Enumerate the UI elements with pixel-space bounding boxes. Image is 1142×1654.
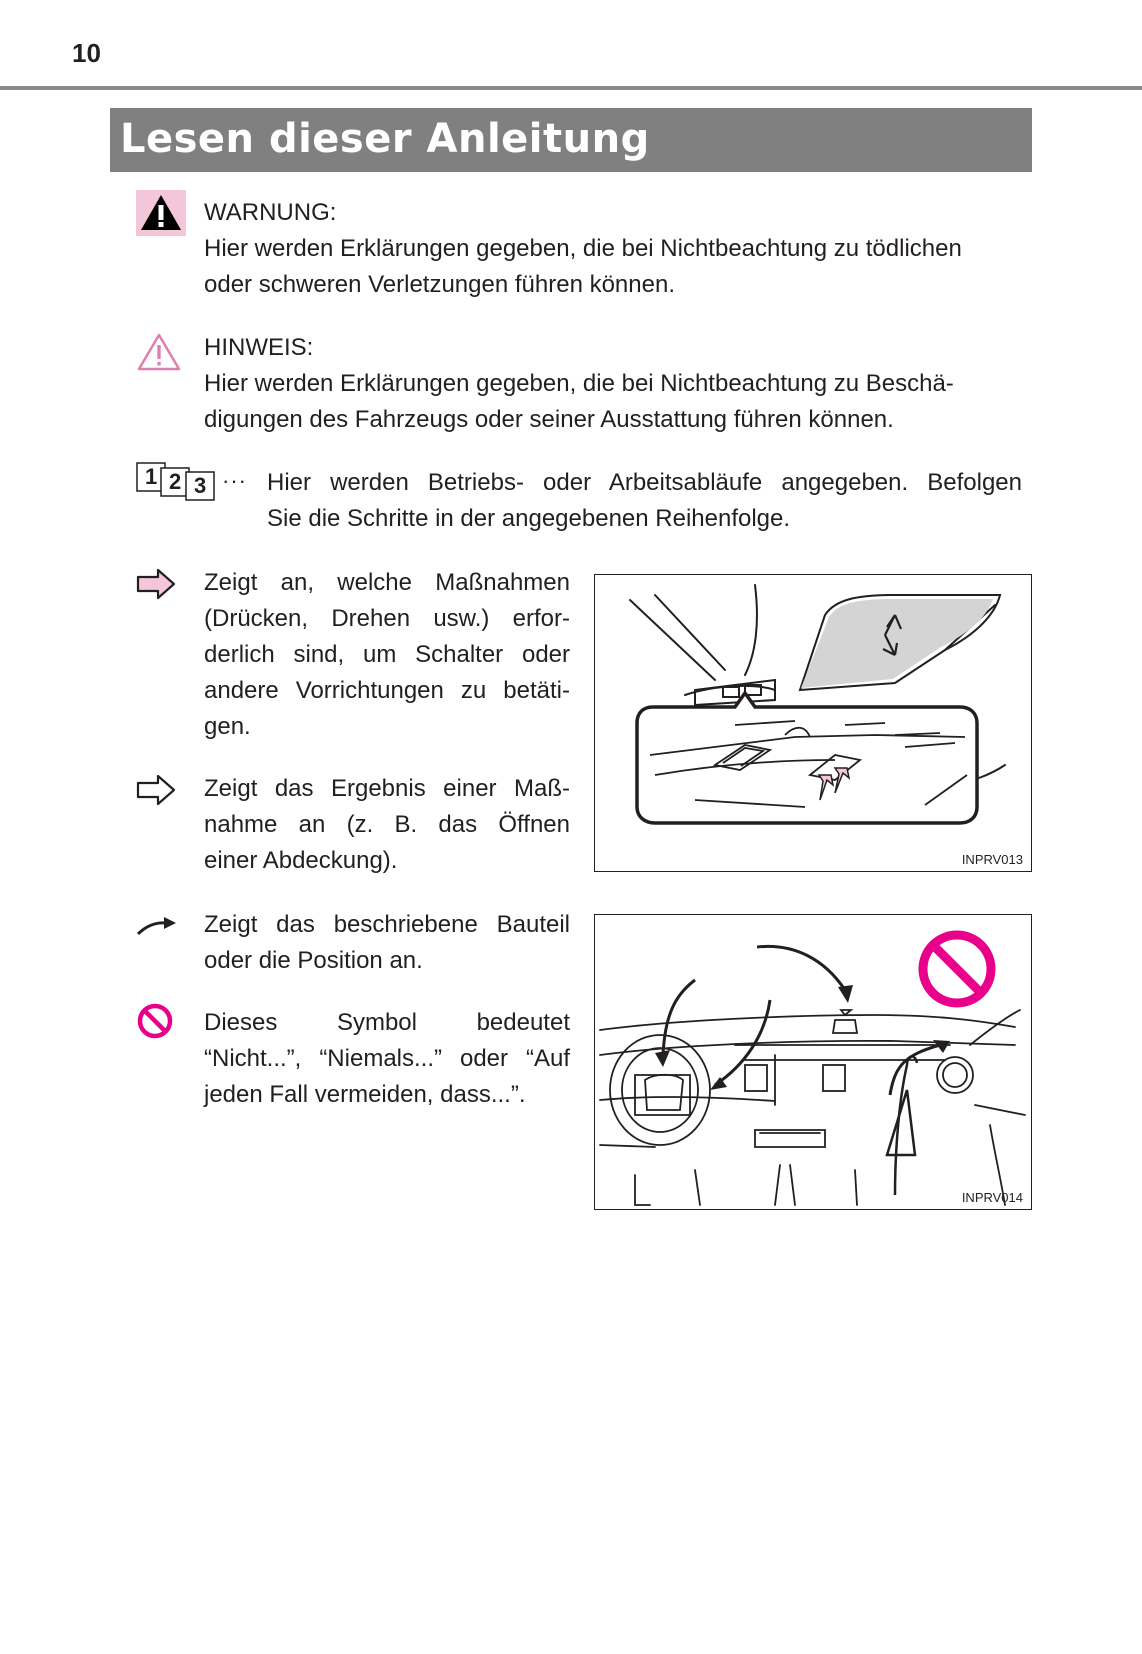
component-line-1: Zeigt das beschriebene Bauteil [204,911,570,938]
result-line-2: nahme an (z. B. das Öffnen [204,811,570,838]
component-line-2: oder die Position an. [204,947,423,974]
prohibition-line-3: jeden Fall vermeiden, dass...”. [204,1081,526,1108]
prohibition-line-1: Dieses Symbol bedeutet [204,1009,570,1036]
figure-dashboard [594,914,1032,1210]
action-line-2: (Drücken, Drehen usw.) erfor- [204,605,570,632]
steps-line-1: Hier werden Betriebs- oder Arbeitsabläufe angegeben. Befolgen [267,469,1022,496]
action-line-4: andere Vorrichtungen zu betäti- [204,677,570,704]
section-title-bar [110,108,1032,172]
result-arrow-icon [136,774,176,811]
step-numbers-icon [136,460,222,502]
steps-dots: ··· [222,468,247,493]
result-line-3: einer Abdeckung). [204,847,398,874]
notice-line-2: digungen des Fahrzeugs oder seiner Ausstattung führen können. [204,406,894,433]
warning-line-1: Hier werden Erklärungen gegeben, die bei Nichtbeachtung zu tödlichen [204,235,962,262]
step-number-2: 2 [169,469,182,494]
warning-label: WARNUNG: [204,199,337,226]
steps-line-2: Sie die Schritte in der angegebenen Reihenfolge. [267,505,791,532]
notice-line-1: Hier werden Erklärungen gegeben, die bei Nichtbeachtung zu Beschä- [204,370,954,397]
prohibition-line-2: “Nicht...”, “Niemals...” oder “Auf [204,1045,570,1072]
component-pointer-icon [136,914,178,943]
prohibition-icon [136,1002,174,1045]
action-line-5: gen. [204,713,251,740]
notice-label: HINWEIS: [204,334,314,361]
result-line-1: Zeigt das Ergebnis einer Maß- [204,775,570,802]
caution-icon [136,332,182,377]
section-title: Lesen dieser Anleitung [120,116,650,162]
action-arrow-icon [136,568,176,605]
figure-code-2: INPRV014 [961,1190,1023,1205]
action-line-3: derlich sind, um Schalter oder [204,641,570,668]
sunroof-illustration [595,575,1030,870]
header-rule [0,86,1142,90]
warning-line-2: oder schweren Verletzungen führen können. [204,271,675,298]
figure-code-1: INPRV013 [961,852,1023,867]
action-line-1: Zeigt an, welche Maßnahmen [204,569,570,596]
dashboard-illustration [595,915,1030,1208]
warning-icon [136,190,186,241]
page-number: 10 [72,38,101,68]
step-number-3: 3 [194,473,207,498]
step-number-1: 1 [145,464,158,489]
figure-sunroof-switch [594,574,1032,872]
